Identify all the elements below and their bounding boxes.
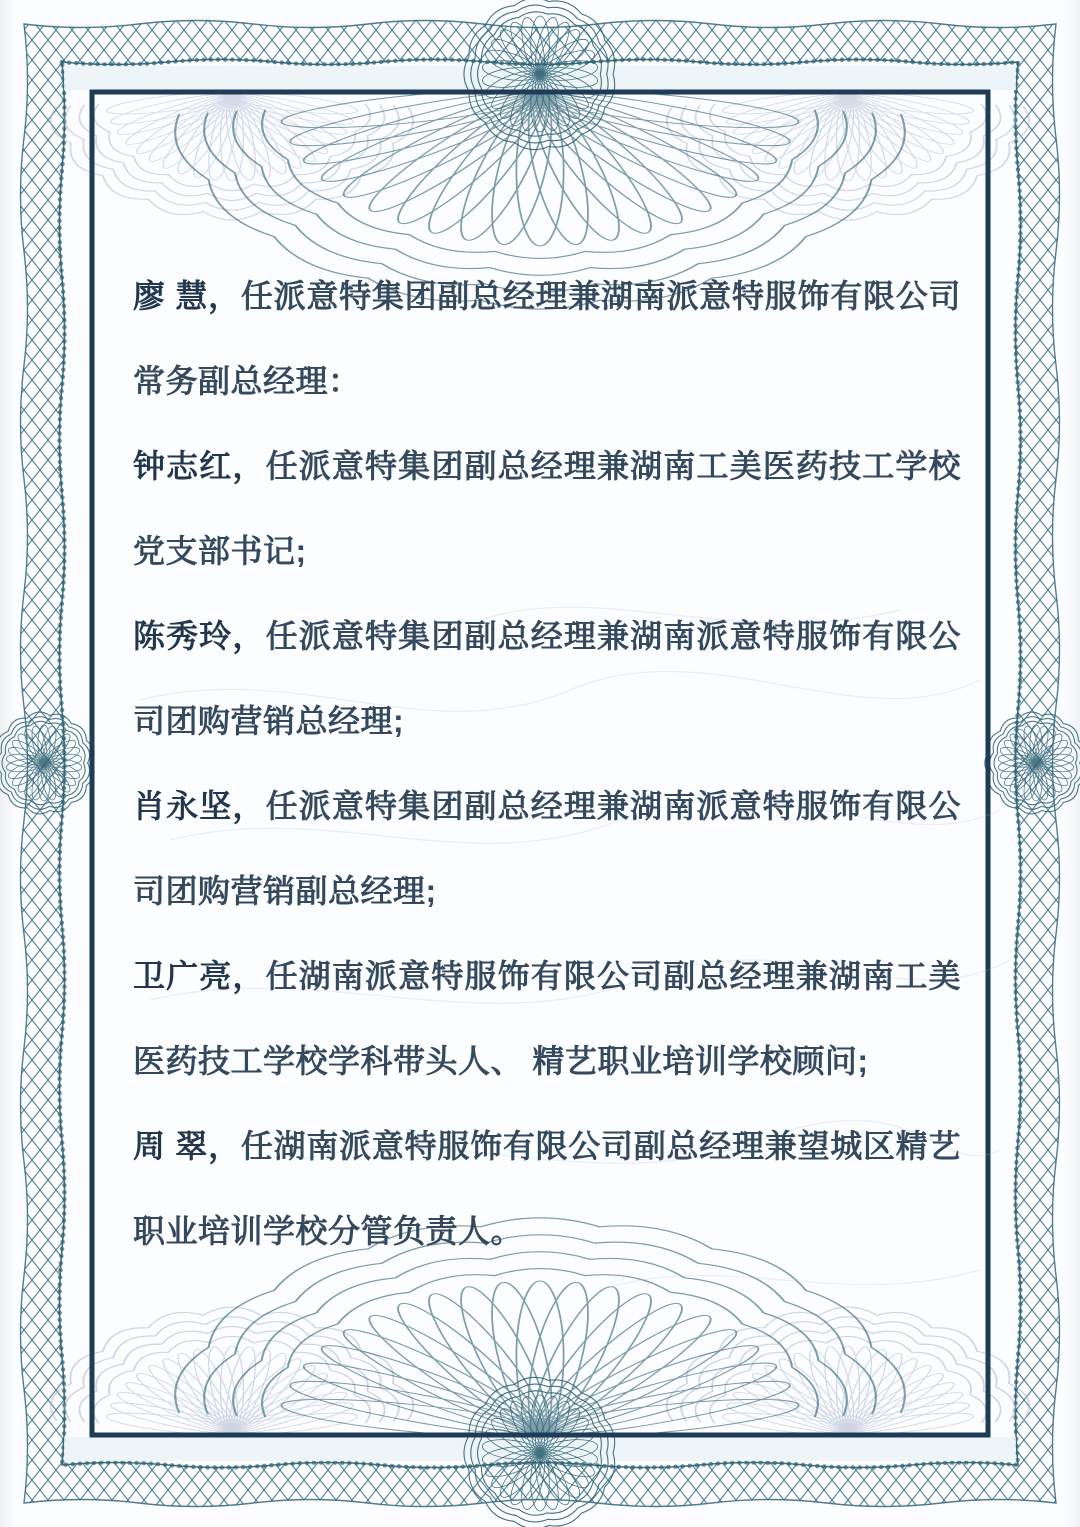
- appointment-role: 任派意特集团副总经理兼湖南派意特服饰有限公司常务副总经理：: [133, 278, 961, 399]
- appointment-role: 任派意特集团副总经理兼湖南派意特服饰有限公司团购营销总经理;: [133, 618, 961, 739]
- person-name: 钟志红，: [133, 448, 266, 484]
- person-name: 周 翠，: [133, 1128, 241, 1164]
- person-name: 卫广亮，: [133, 958, 266, 994]
- person-name: 肖永坚，: [133, 788, 266, 824]
- appointment-paragraph: [133, 764, 961, 934]
- person-name: 廖 慧，: [133, 278, 241, 314]
- appointment-text: [133, 254, 961, 1274]
- appointment-role: 任派意特集团副总经理兼湖南工美医药技工学校党支部书记;: [133, 448, 961, 569]
- appointment-paragraph: [133, 424, 961, 594]
- person-name: 陈秀玲，: [133, 618, 266, 654]
- appointment-role: 任湖南派意特服饰有限公司副总经理兼望城区精艺职业培训学校分管负责人。: [133, 1128, 961, 1249]
- appointment-role: 任派意特集团副总经理兼湖南派意特服饰有限公司团购营销副总经理;: [133, 788, 961, 909]
- appointment-paragraph: [133, 254, 961, 424]
- appointment-paragraph: [133, 934, 961, 1104]
- appointment-role: 任湖南派意特服饰有限公司副总经理兼湖南工美医药技工学校学科带头人、 精艺职业培训学校顾问;: [133, 958, 961, 1079]
- appointment-paragraph: [133, 1104, 961, 1274]
- appointment-paragraph: [133, 594, 961, 764]
